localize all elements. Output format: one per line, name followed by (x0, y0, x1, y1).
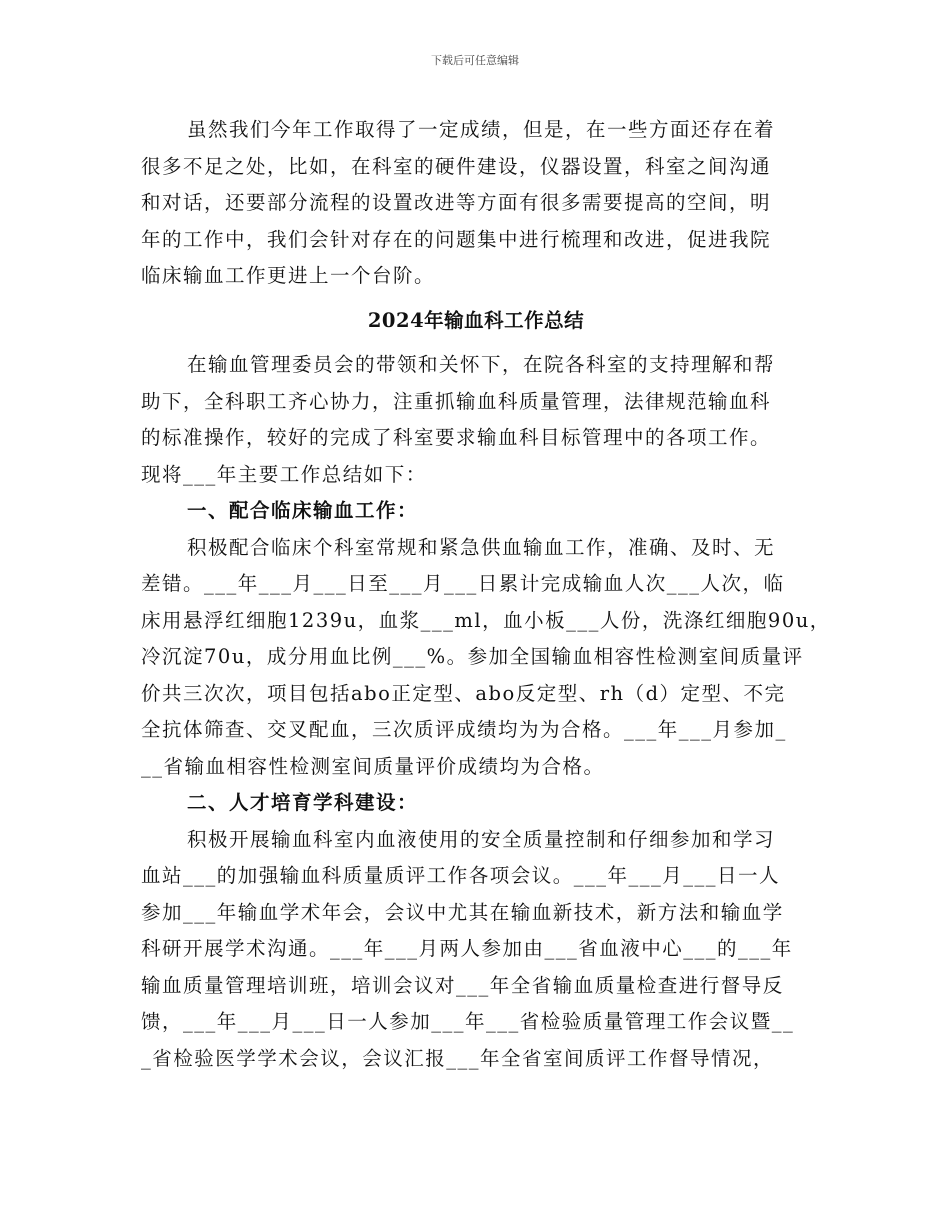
paragraph-line: 年的工作中，我们会针对存在的问题集中进行梳理和改进，促进我院 (141, 227, 772, 251)
intro-paragraph (141, 347, 811, 493)
paragraph-line: 参加___年输血学术年会，会议中尤其在输血新技术，新方法和输血学 (141, 900, 784, 924)
paragraph-line: 临床输血工作更进上一个台阶。 (141, 264, 436, 287)
part2-paragraph (141, 822, 811, 1078)
paragraph-line: 全抗体筛查、交叉配血，三次质评成绩均为为合格。___年___月参加_ (141, 718, 787, 741)
paragraph-line: 虽然我们今年工作取得了一定成绩，但是，在一些方面还存在着 (187, 118, 776, 141)
paragraph-line: 和对话，还要部分流程的设置改进等方面有很多需要提高的空间，明 (141, 191, 772, 214)
paragraph-line: 馈，___年___月___日一人参加___年___省检验质量管理工作会议暨__ (141, 1010, 795, 1033)
part1-paragraph (141, 530, 831, 786)
paragraph-line: 价共三次次，项目包括abo正定型、abo反定型、rh（d）定型、不完 (141, 681, 786, 705)
section1-paragraph (141, 112, 811, 295)
paragraph-line: 积极开展输血科室内血液使用的安全质量控制和仔细参加和学习 (187, 827, 776, 851)
paragraph-line: 积极配合临床个科室常规和紧急供血输血工作，准确、及时、无 (187, 535, 776, 559)
paragraph-line: 冷沉淀70u，成分用血比例___%。参加全国输血相容性检测室间质量评 (141, 645, 804, 668)
paragraph-line: 在输血管理委员会的带领和关怀下，在院各科室的支持理解和帮 (187, 353, 776, 376)
paragraph-line: 科研开展学术沟通。___年___月两人参加由___省血液中心___的___年 (141, 937, 793, 960)
paragraph-line: 床用悬浮红细胞1239u，血浆___ml，血小板___人份，洗涤红细胞90u， (141, 608, 831, 632)
paragraph-line: 的标准操作，较好的完成了科室要求输血科目标管理中的各项工作。 (141, 426, 772, 449)
document-body (141, 112, 831, 1077)
page-header-note: 下载后可任意编辑 (431, 54, 519, 67)
section-heading-1: 一、配合临床输血工作： (187, 499, 419, 522)
paragraph-line: __省输血相容性检测室间质量评价成绩均为合格。 (141, 754, 605, 778)
paragraph-line: 很多不足之处，比如，在科室的硬件建设，仪器设置，科室之间沟通 (141, 154, 772, 178)
paragraph-line: _省检验医学学术会议，会议汇报___年全省室间质评工作督导情况， (141, 1046, 775, 1070)
paragraph-line: 输血质量管理培训班，培训会议对___年全省输血质量检查进行督导反 (141, 973, 784, 997)
paragraph-line: 血站___的加强输血科质量质评工作各项会议。___年___月___日一人 (141, 864, 781, 887)
section-heading-2: 二、人才培育学科建设： (187, 791, 419, 814)
paragraph-line: 现将___年主要工作总结如下： (141, 462, 427, 486)
paragraph-line: 差错。___年___月___日至___月___日累计完成输血人次___人次，临 (141, 572, 785, 595)
document-title: 2024年输血科工作总结 (367, 308, 585, 332)
paragraph-line: 助下，全科职工齐心协力，注重抓输血科质量管理，法律规范输血科 (141, 389, 772, 413)
